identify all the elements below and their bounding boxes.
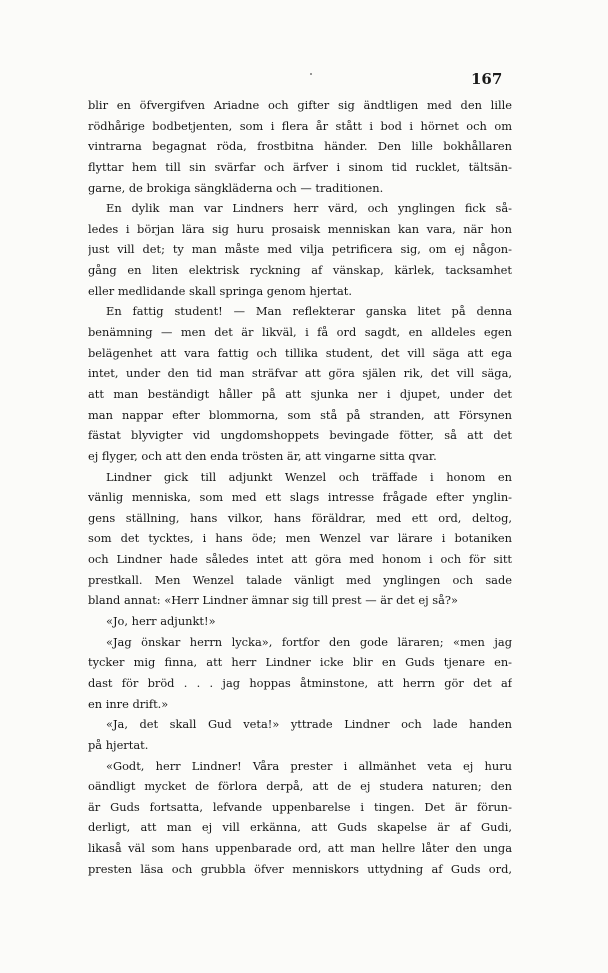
- text-line-16: man nappar efter blommorna, som stå på stranden, att Försynen: [88, 407, 512, 422]
- text-line-27: «Jag önskar herrn lycka», fortfor den gode läraren; «men jag: [106, 634, 512, 649]
- text-line-31: «Ja, det skall Gud veta!» yttrade Lindner och lade handen: [106, 717, 512, 732]
- text-line-35: är Guds fortsatta, lefvande uppenbarelse i tingen. Det är förun-: [88, 799, 512, 814]
- text-line-25: bland annat: «Herr Lindner ämnar sig till prest — är det ej så?»: [88, 593, 458, 608]
- text-line-17: fästat blyvigter vid ungdomshoppets bevingade fötter, så att det: [88, 428, 512, 443]
- text-line-32: på hjertat.: [88, 737, 149, 752]
- text-line-37: likaså väl som hans uppenbarade ord, att man hellre låter den unga: [88, 841, 512, 856]
- text-line-13: belägenhet att vara fattig och tillika student, det vill säga att ega: [88, 345, 512, 360]
- text-line-26: «Jo, herr adjunkt!»: [106, 614, 216, 629]
- text-line-11: En fattig student! — Man reflekterar ganska litet på denna: [106, 304, 512, 319]
- text-line-10: eller medlidande skall springa genom hjertat.: [88, 283, 353, 298]
- text-line-5: garne, de brokiga sängkläderna och — traditionen.: [88, 180, 384, 195]
- print-speck: [310, 73, 312, 75]
- text-line-28: tycker mig finna, att herr Lindner icke blir en Guds tjenare en-: [88, 655, 512, 670]
- text-line-7: ledes i början lära sig huru prosaisk menniskan kan vara, när hon: [88, 221, 512, 236]
- text-line-2: rödhårige bodbetjenten, som i flera år stått i bod i hörnet och om: [88, 118, 512, 133]
- text-line-24: prestkall. Men Wenzel talade vänligt med ynglingen och sade: [88, 572, 512, 587]
- text-line-38: presten läsa och grubbla öfver menniskors uttydning af Guds ord,: [88, 861, 512, 876]
- body-text: [88, 95, 512, 879]
- text-line-15: att man beständigt håller på att sjunka ner i djupet, under det: [88, 386, 512, 401]
- text-line-14: intet, under den tid man sträfvar att göra själen rik, det vill säga,: [88, 366, 512, 381]
- text-line-34: oändligt mycket de förlora derpå, att de ej studera naturen; den: [88, 779, 512, 794]
- page-number: 167: [471, 70, 503, 88]
- text-line-22: som det tycktes, i hans öde; men Wenzel var lärare i botaniken: [88, 531, 512, 546]
- text-line-20: vänlig menniska, som med ett slags intresse frågade efter ynglin-: [88, 490, 512, 505]
- text-line-36: derligt, att man ej vill erkänna, att Guds skapelse är af Gudi,: [88, 820, 512, 835]
- text-line-18: ej flyger, och att den enda trösten är, att vingarne sitta qvar.: [88, 448, 437, 463]
- text-line-19: Lindner gick till adjunkt Wenzel och träffade i honom en: [106, 469, 512, 484]
- text-line-29: dast för bröd . . . jag hoppas åtminstone, att herrn gör det af: [88, 675, 512, 690]
- text-line-23: och Lindner hade således intet att göra med honom i och för sitt: [88, 552, 512, 567]
- text-line-1: blir en öfvergifven Ariadne och gifter sig ändtligen med den lille: [88, 98, 512, 112]
- text-line-8: just vill det; ty man måste med vilja petrificera sig, om ej någon-: [88, 242, 512, 257]
- text-line-30: en inre drift.»: [88, 696, 169, 711]
- text-line-33: «Godt, herr Lindner! Våra prester i allmänhet veta ej huru: [106, 758, 512, 773]
- text-line-3: vintrarna begagnat röda, frostbitna händer. Den lille bokhållaren: [88, 139, 512, 154]
- text-line-4: flyttar hem till sin svärfar och ärfver i sinom tid rucklet, tältsän-: [88, 159, 512, 174]
- text-line-9: gång en liten elektrisk ryckning af vänskap, kärlek, tacksamhet: [88, 263, 512, 278]
- text-line-6: En dylik man var Lindners herr värd, och ynglingen fick så-: [106, 201, 512, 216]
- text-line-12: benämning — men det är likväl, i få ord sagdt, en alldeles egen: [88, 325, 512, 340]
- text-line-21: gens ställning, hans vilkor, hans föräldrar, med ett ord, deltog,: [88, 510, 512, 525]
